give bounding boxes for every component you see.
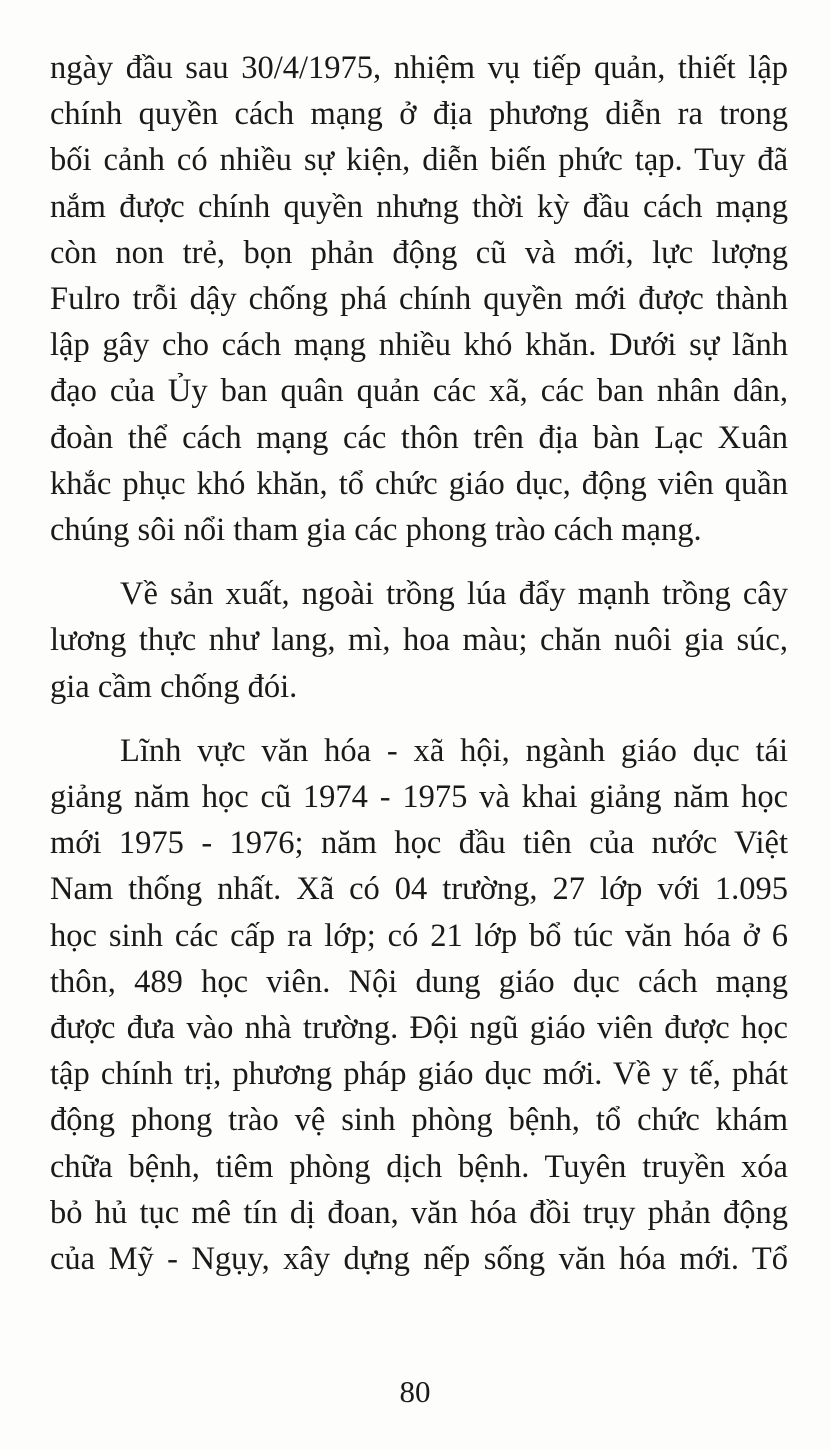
text-line: bối cảnh có nhiều sự kiện, diễn biến phức tạp. Tuy đã: [50, 142, 788, 179]
body-text: [50, 45, 788, 1282]
text-line: khắc phục khó khăn, tổ chức giáo dục, động viên quần: [50, 465, 788, 502]
text-line: Lĩnh vực văn hóa - xã hội, ngành giáo dục tái: [120, 732, 788, 769]
text-line: Về sản xuất, ngoài trồng lúa đẩy mạnh trồng cây: [120, 576, 788, 613]
text-line: Nam thống nhất. Xã có 04 trường, 27 lớp với 1.095: [50, 871, 788, 908]
paragraph-1: [50, 45, 788, 553]
text-line: đoàn thể cách mạng các thôn trên địa bàn Lạc Xuân: [50, 419, 788, 456]
text-line: học sinh các cấp ra lớp; có 21 lớp bổ túc văn hóa ở 6: [50, 917, 788, 954]
text-line: Fulro trỗi dậy chống phá chính quyền mới được thành: [50, 281, 788, 318]
text-line: nắm được chính quyền nhưng thời kỳ đầu cách mạng: [50, 188, 788, 225]
paragraph-3: [50, 728, 788, 1282]
text-line: gia cầm chống đói.: [50, 668, 298, 705]
text-line: đạo của Ủy ban quân quản các xã, các ban nhân dân,: [50, 373, 788, 410]
text-line: động phong trào vệ sinh phòng bệnh, tổ chức khám: [50, 1102, 788, 1139]
text-line: bỏ hủ tục mê tín dị đoan, văn hóa đồi trụy phản động: [50, 1194, 788, 1231]
text-line: thôn, 489 học viên. Nội dung giáo dục cách mạng: [50, 963, 788, 1000]
paragraph-2: [50, 571, 788, 710]
text-line: mới 1975 - 1976; năm học đầu tiên của nước Việt: [50, 825, 788, 862]
text-line: lương thực như lang, mì, hoa màu; chăn nuôi gia súc,: [50, 622, 788, 659]
text-line: chính quyền cách mạng ở địa phương diễn ra trong: [50, 96, 788, 133]
page-number: 80: [399, 1374, 431, 1409]
text-line: chữa bệnh, tiêm phòng dịch bệnh. Tuyên truyền xóa: [50, 1148, 788, 1185]
text-line: tập chính trị, phương pháp giáo dục mới. Về y tế, phát: [50, 1056, 788, 1093]
text-line: chúng sôi nổi tham gia các phong trào cách mạng.: [50, 512, 702, 549]
text-line: được đưa vào nhà trường. Đội ngũ giáo viên được học: [50, 1010, 788, 1047]
text-line: của Mỹ - Ngụy, xây dựng nếp sống văn hóa mới. Tổ: [50, 1241, 788, 1278]
text-line: còn non trẻ, bọn phản động cũ và mới, lực lượng: [50, 234, 788, 271]
text-line: giảng năm học cũ 1974 - 1975 và khai giảng năm học: [50, 779, 788, 816]
text-line: ngày đầu sau 30/4/1975, nhiệm vụ tiếp quản, thiết lập: [50, 50, 788, 86]
text-line: lập gây cho cách mạng nhiều khó khăn. Dưới sự lãnh: [50, 327, 788, 364]
